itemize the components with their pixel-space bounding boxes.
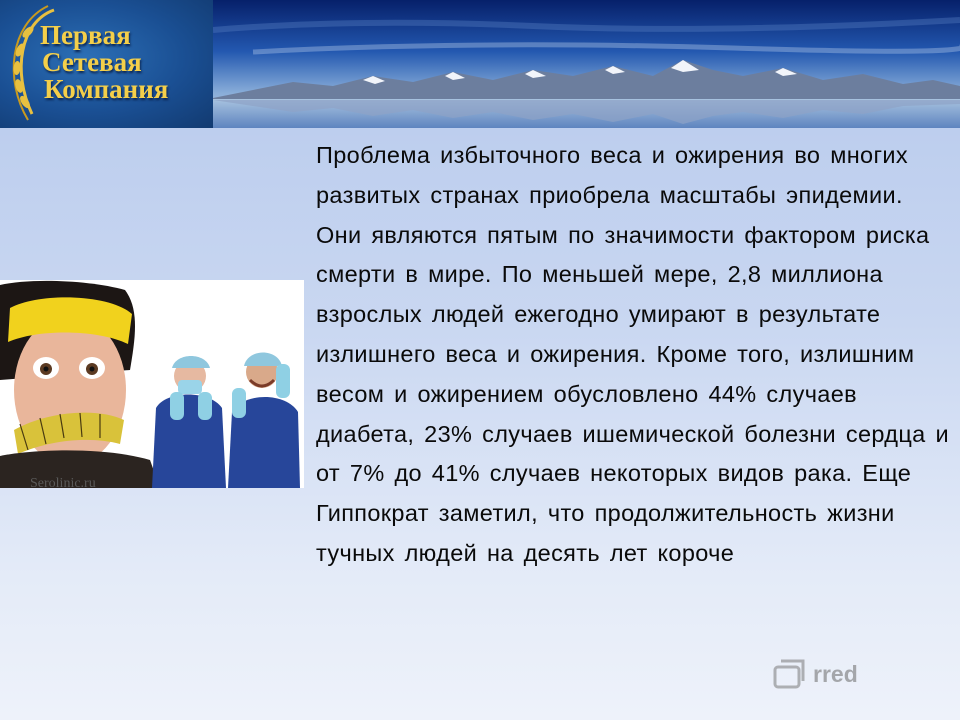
weight-loss-illustration xyxy=(0,280,304,488)
body-paragraph: Проблема избыточного веса и ожирения во многих развитых странах приобрела масштабы эпидемии. Они являются пятым по значимости фактором риска смерти в мире. По меньшей мере, 2,8 миллиона взрослых людей ежегодно умирают в результате излишнего веса и ожирения. Кроме того, излишним весом и ожирением обусловлено 44% случаев диабета, 23% случаев ишемической болезни сердца и от 7% до 41% случаев некоторых видов рака. Еще Гиппократ заметил, что продолжительность жизни тучных людей на десять лет короче xyxy=(316,142,949,566)
logo-line-3: Компания xyxy=(44,74,169,104)
watermark-text: rred xyxy=(813,661,858,687)
logo-line-2: Сетевая xyxy=(42,47,142,77)
corner-watermark xyxy=(773,657,925,691)
illustration-photo xyxy=(0,280,304,488)
watermark-logo-icon xyxy=(773,657,809,691)
header xyxy=(0,0,960,128)
logo-line-1: Первая xyxy=(40,20,131,50)
landscape-image xyxy=(213,0,960,128)
mountain-lake-banner xyxy=(213,0,960,128)
logo-wordmark xyxy=(40,22,168,103)
photo-source-watermark: Serolinic.ru xyxy=(30,477,96,491)
company-logo xyxy=(0,0,213,128)
